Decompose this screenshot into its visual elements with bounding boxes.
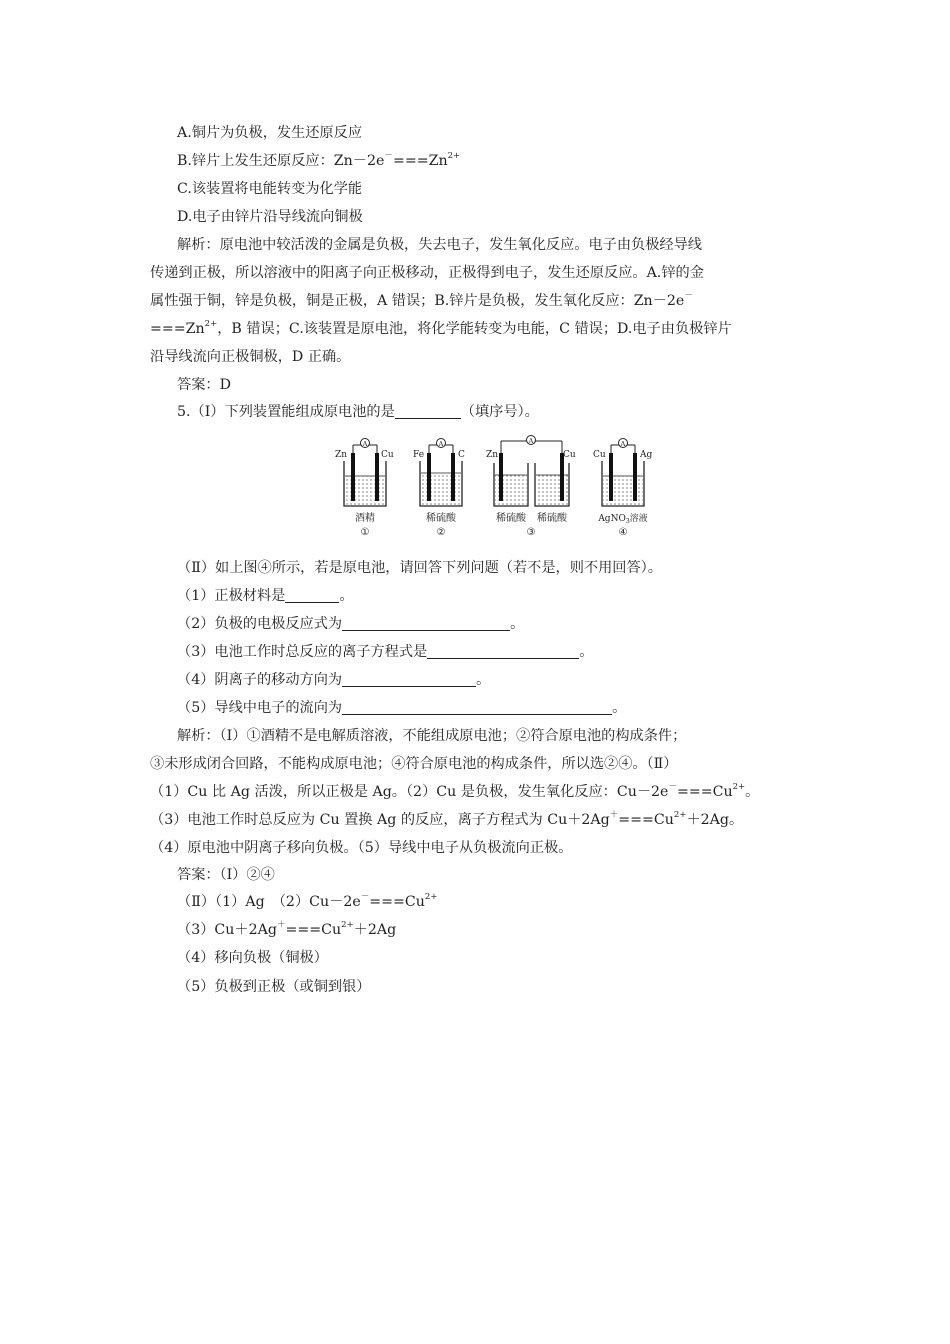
q5-sub1: （1）正极材料是 。: [177, 588, 354, 604]
q5-stem: 5.（Ⅰ）下列装置能组成原电池的是 （填序号）。: [177, 404, 539, 420]
device-number: ②: [436, 527, 446, 538]
q5-sub2: （2）负极的电极反应式为 。: [177, 616, 525, 632]
q5-analysis-line: （4）原电池中阴离子移向负极。（5）导线中电子从负极流向正极。: [150, 840, 573, 856]
q5-sub3: （3）电池工作时总反应的离子方程式是 。: [177, 644, 594, 660]
q4-analysis-line: 传递到正极，所以溶液中的阳离子向正极移动，正极得到电子，发生还原反应。A.锌的金: [150, 265, 704, 281]
q4-answer: 答案：D: [177, 377, 231, 393]
q5-analysis-line: 解析：（Ⅰ）①酒精不是电解质溶液，不能组成原电池；②符合原电池的构成条件；: [177, 728, 687, 744]
q4-option-d: D.电子由锌片沿导线流向铜极: [177, 209, 363, 225]
device-4: [593, 439, 652, 539]
answer-blank: [342, 699, 612, 715]
answer-blank: [427, 643, 579, 659]
q4-analysis-line: 沿导线流向正极铜极，D 正确。: [150, 349, 351, 365]
galvanic-cell-figure: [330, 431, 670, 543]
ammeter-label: A: [438, 440, 444, 448]
q5-answer-line: （4）移向负极（铜极）: [177, 950, 328, 966]
device-number: ①: [360, 527, 370, 538]
solution-label: 酒精: [355, 513, 375, 524]
q4-analysis-line: 属性强于铜，锌是负极，铜是正极，A 错误；B.锌片是负极，发生氧化反应：Zn－2e－: [150, 291, 693, 309]
q5-part2-stem: （Ⅱ）如上图④所示，若是原电池，请回答下列问题（若不是，则不用回答）。: [177, 560, 662, 576]
electrode-label-left: Fe: [413, 450, 425, 460]
electrode-label-right: C: [458, 450, 465, 460]
device-number: ④: [618, 527, 628, 538]
q5-answer-line: （5）负极到正极（或铜到银）: [177, 979, 371, 995]
solution-label: AgNO$_3$溶液: [598, 514, 648, 525]
q5-analysis-line: （1）Cu 比 Ag 活泼，所以正极是 Ag。（2）Cu 是负极，发生氧化反应：$Cu-2e^-===Cu^{2+}$。: [150, 782, 760, 800]
device-3: [486, 436, 576, 539]
solution-label: 稀硫酸: [537, 513, 567, 524]
q4-option-b: B.锌片上发生还原反应：$Zn-2e^-===Zn^{2+}$: [177, 151, 461, 169]
answer-blank: [342, 671, 476, 687]
q5-sub4: （4）阴离子的移动方向为 。: [177, 672, 491, 688]
q5-analysis-line: （3）电池工作时总反应为 Cu 置换 Ag 的反应，离子方程式为 $Cu+2Ag^+===Cu^{2+}+2Ag$。: [150, 810, 744, 828]
q5-analysis-line: ③未形成闭合回路，不能构成原电池；④符合原电池的构成条件，所以选②④。（Ⅱ）: [150, 756, 678, 772]
q5-answer-line: $(3)Cu+2Ag^+===Cu^{2+}+2Ag$: [177, 920, 397, 938]
electrode-label-left: Zn: [335, 450, 348, 460]
q4-option-a: A.铜片为负极，发生还原反应: [177, 125, 363, 141]
electrode-label-left: Cu: [593, 450, 606, 460]
answer-blank: [395, 403, 461, 419]
device-2: [413, 439, 465, 539]
ammeter-label: A: [528, 437, 534, 445]
electrode-label-right: Ag: [640, 450, 653, 460]
q5-answer-line: （Ⅱ）（1）Ag $(2)Cu-2e^-===Cu^{2+}$: [177, 892, 438, 910]
q5-answer-line: 答案：（Ⅰ）②④: [177, 867, 275, 883]
ammeter-label: A: [362, 440, 368, 448]
solution-label: 稀硫酸: [426, 513, 456, 524]
answer-blank: [285, 587, 339, 603]
q5-sub5: （5）导线中电子的流向为 。: [177, 700, 627, 716]
q4-analysis-line: $===Zn^{2+}$，B 错误；C.该装置是原电池，将化学能转变为电能，C 错误；D.电子由负极锌片: [150, 319, 732, 337]
answer-blank: [342, 615, 510, 631]
electrode-label-left: Zn: [486, 450, 499, 460]
device-number: ③: [526, 527, 536, 538]
ammeter-label: A: [620, 440, 626, 448]
solution-label: 稀硫酸: [496, 513, 526, 524]
q4-option-c: C.该装置将电能转变为化学能: [177, 181, 363, 197]
q4-analysis-line: 解析：原电池中较活泼的金属是负极，失去电子，发生氧化反应。电子由负极经导线: [177, 237, 702, 253]
device-1: [335, 439, 394, 539]
electrode-label-right: Cu: [381, 450, 394, 460]
electrode-label-right: Cu: [563, 450, 576, 460]
